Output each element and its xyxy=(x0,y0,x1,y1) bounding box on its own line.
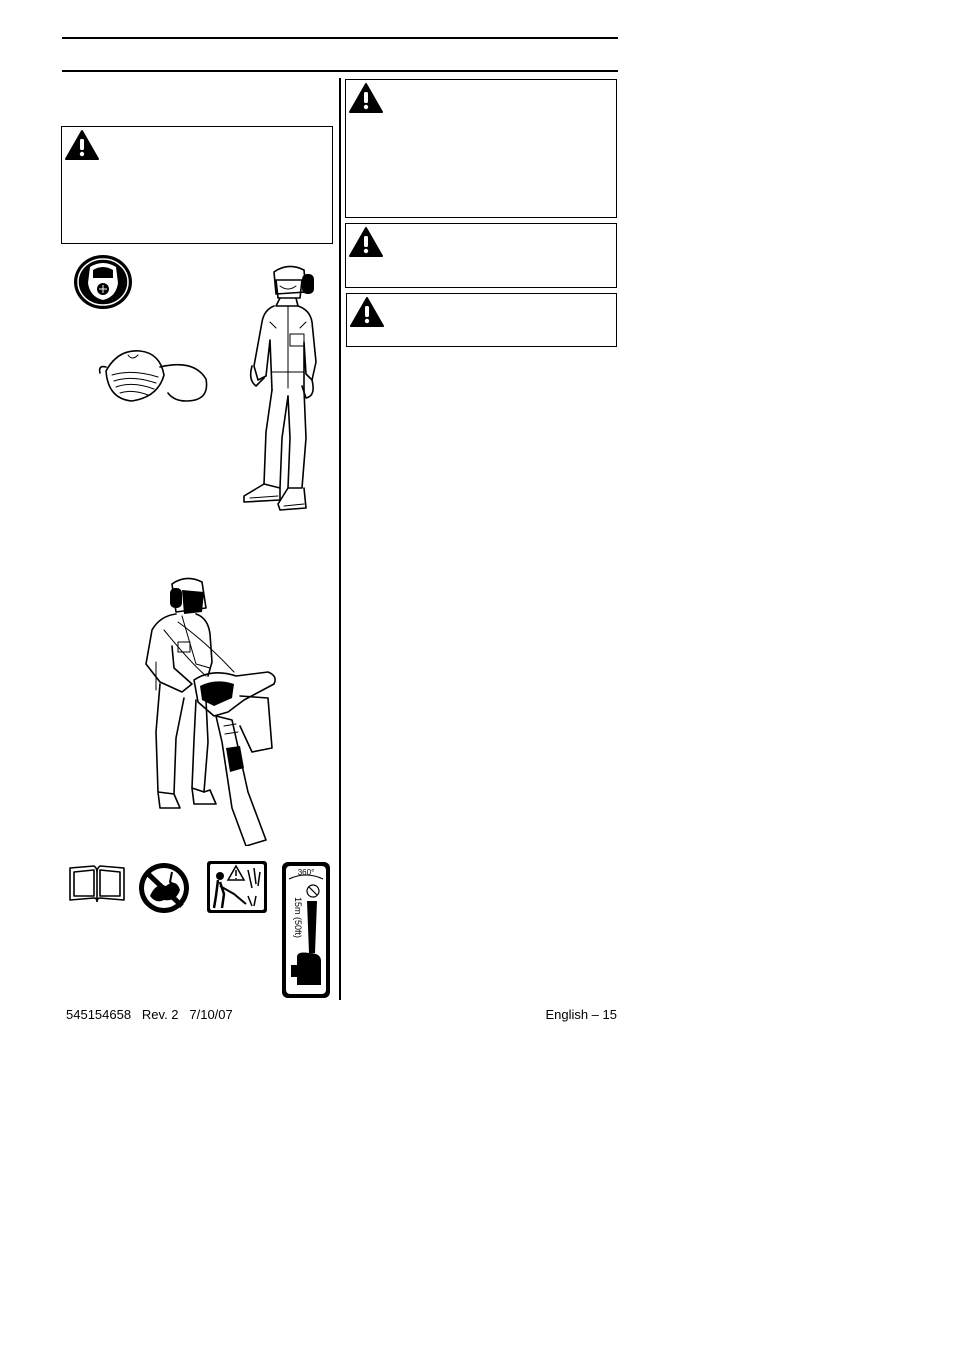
dust-mask-illustration xyxy=(98,345,213,407)
warning-box-left xyxy=(61,126,333,244)
warning-triangle-icon xyxy=(348,226,384,258)
respirator-mandatory-icon xyxy=(72,253,134,311)
operator-protective-gear-illustration xyxy=(236,262,336,514)
blower-warning-label-icon xyxy=(206,860,268,914)
warning-triangle-icon xyxy=(348,82,384,114)
doc-number: 545154658 xyxy=(66,1007,132,1022)
no-bystanders-prohibited-icon xyxy=(136,860,192,916)
warning-box-right-3 xyxy=(346,293,617,347)
angle-label: 360° xyxy=(297,868,315,877)
distance-label: 15m (50ft) xyxy=(293,897,303,939)
page-number: English – 15 xyxy=(545,1007,617,1022)
warning-box-right-1 xyxy=(345,79,617,218)
header-rule-top xyxy=(62,37,618,39)
safety-distance-label-icon xyxy=(281,861,331,999)
read-manual-book-icon xyxy=(68,862,126,902)
warning-box-right-2 xyxy=(345,223,617,288)
operator-with-vacuum-illustration xyxy=(136,572,284,846)
column-divider xyxy=(339,78,341,1000)
doc-date: 7/10/07 xyxy=(189,1007,233,1022)
doc-revision: Rev. 2 xyxy=(141,1007,179,1022)
header-rule-bottom xyxy=(62,70,618,72)
warning-triangle-icon xyxy=(349,296,385,328)
warning-triangle-icon xyxy=(64,129,100,161)
footer-doc-info xyxy=(66,1007,233,1023)
